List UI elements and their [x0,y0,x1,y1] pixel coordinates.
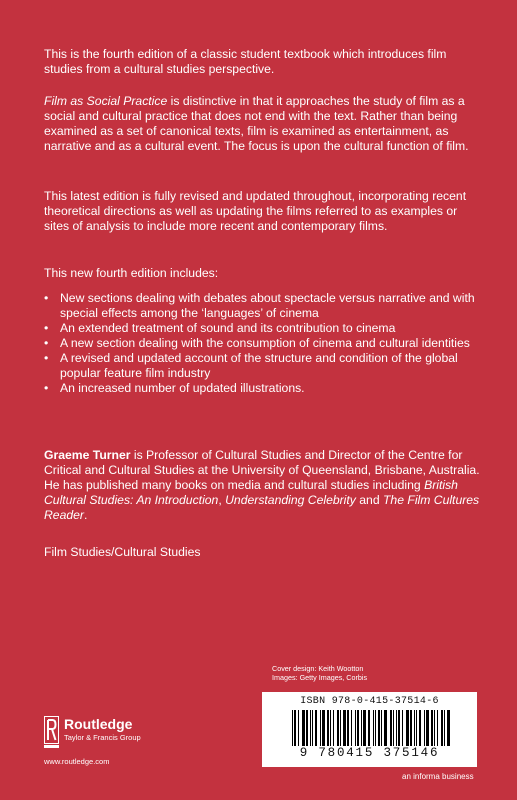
bio-separator: , [218,493,226,507]
bio-end: . [83,508,88,522]
list-item: • New sections dealing with debates about spectacle versus narrative and with special effects among the ‘languages’ of cinema [44,291,484,321]
features-list [44,291,484,396]
intro-paragraph: This is the fourth edition of a classic student textbook which introduces film studies from a cultural studies perspective. [44,47,447,76]
book-title-1: British Cultural Studies: An Introduction [44,478,458,507]
author-name: Graeme Turner [44,448,131,462]
cover-credits [272,664,367,682]
publisher-website: www.routledge.com [44,757,110,766]
cover-design-credit: Cover design: Keith Wootton [272,664,364,673]
description-paragraph [44,94,484,154]
category-label: Film Studies/Cultural Studies [44,545,201,559]
isbn-number: ISBN 978-0-415-37514-6 [300,696,439,707]
informa-tagline: an informa business [402,772,474,781]
routledge-logo-icon [44,716,59,750]
isbn-barcode [262,692,477,767]
list-item: • A new section dealing with the consumption of cinema and cultural identities [44,336,484,351]
description-text: is distinctive in that it approaches the study of film as a social and cultural practice that does not end with the text. Rather than being examined as a set of canonical texts, film is examined as entertainment, as narrative and as a cultural event. The focus is upon the cultural function of film. [44,94,469,153]
images-credit: Images: Getty Images, Corbis [272,673,368,682]
bio-and: and [355,493,383,507]
publisher-name: Routledge [64,716,133,732]
list-item: • An increased number of updated illustrations. [44,381,484,396]
list-item: • A revised and updated account of the structure and condition of the global popular feature film industry [44,351,484,381]
book-title-3: The Film Cultures Reader [44,493,480,522]
edition-paragraph: This latest edition is fully revised and updated throughout, incorporating recent theoretical directions as well as updating the films referred to as examples or sites of analysis to include more recent and contemporary films. [44,189,467,233]
includes-heading: This new fourth edition includes: [44,266,219,280]
book-title-2: Understanding Celebrity [225,493,356,507]
list-item: • An extended treatment of sound and its contribution to cinema [44,321,484,336]
barcode-digits: 9 780415 375146 [299,746,440,760]
book-title-italic: Film as Social Practice [44,94,168,108]
author-bio [44,448,484,523]
barcode-bars [292,710,452,746]
publisher-group: Taylor & Francis Group [64,733,141,742]
bio-text: is Professor of Cultural Studies and Director of the Centre for Critical and Cultural Studies at the University of Queensland, Brisbane, Australia. He has published many books on media and cultural studies including [44,448,480,492]
